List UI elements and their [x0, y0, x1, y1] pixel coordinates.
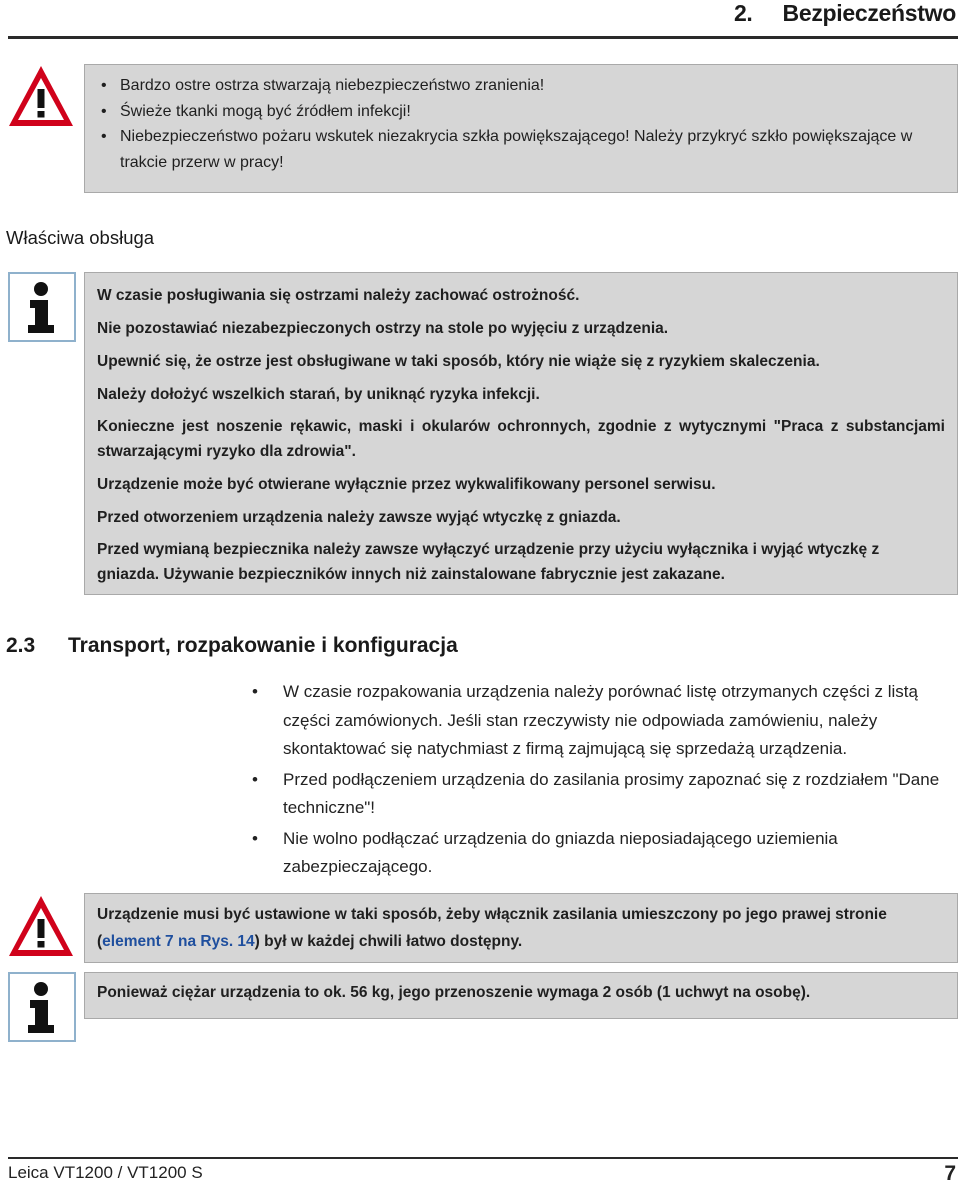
chapter-number: 2.: [733, 0, 753, 26]
info-text: Ponieważ ciężar urządzenia to ok. 56 kg, jego przenoszenie wymaga 2 osób (1 uchwyt na osobę).: [97, 984, 811, 1001]
chapter-header: [734, 0, 956, 27]
warning-box-2: [84, 893, 958, 963]
figure-reference-link[interactable]: element 7 na Rys. 14: [102, 933, 255, 950]
section-list: [252, 678, 958, 884]
info-icon: [8, 272, 76, 342]
info-paragraph: Przed otworzeniem urządzenia należy zawsze wyjąć wtyczkę z gniazda.: [97, 509, 621, 526]
section-title: Transport, rozpakowanie i konfiguracja: [68, 634, 458, 657]
footer-product: Leica VT1200 / VT1200 S: [8, 1163, 203, 1182]
warning-triangle-icon: [6, 892, 76, 962]
info-paragraph: Konieczne jest noszenie rękawic, maski i okularów ochronnych, zgodnie z wytycznymi "Praca z substancjami stwarzającymi ryzyko dla zdrowia".: [97, 418, 945, 460]
footer-rule: [8, 1157, 958, 1159]
info-paragraph: Należy dołożyć wszelkich starań, by uniknąć ryzyka infekcji.: [97, 386, 540, 403]
list-item: • Nie wolno podłączać urządzenia do gniazda nieposiadającego uziemienia zabezpieczającego.: [252, 825, 958, 882]
list-item: • Bardzo ostre ostrza stwarzają niebezpieczeństwo zranienia!: [117, 73, 945, 99]
section-number: 2.3: [6, 634, 36, 657]
section-heading: [6, 634, 458, 658]
info-paragraph: Nie pozostawiać niezabezpieczonych ostrzy na stole po wyjęciu z urządzenia.: [97, 320, 669, 337]
chapter-title: Bezpieczeństwo: [782, 0, 956, 26]
warning-text: ) był w każdej chwili łatwo dostępny.: [254, 933, 523, 950]
list-item: • Przed podłączeniem urządzenia do zasilania prosimy zapoznać się z rozdziałem "Dane techniczne"!: [252, 766, 958, 823]
info-paragraph: W czasie posługiwania się ostrzami należy zachować ostrożność.: [97, 287, 580, 304]
header-rule: [8, 36, 958, 39]
warning-list: [113, 73, 945, 175]
info-paragraph: Upewnić się, że ostrze jest obsługiwane w taki sposób, który nie wiąże się z ryzykiem skaleczenia.: [97, 353, 820, 370]
warning-box-1: [84, 64, 958, 193]
list-item: • W czasie rozpakowania urządzenia należy porównać listę otrzymanych części z listą części zamówionych. Jeśli stan rzeczywisty nie odpowiada zamówieniu, należy skontaktować się natychmiast z firmą zajmującą się sprzedażą urządzenia.: [252, 678, 958, 764]
info-box-2: [84, 972, 958, 1019]
list-item: • Świeże tkanki mogą być źródłem infekcji!: [117, 99, 945, 125]
warning-triangle-icon: [6, 62, 76, 132]
list-item: • Niebezpieczeństwo pożaru wskutek niezakrycia szkła powiększającego! Należy przykryć szkło powiększające w trakcie przerw w pracy!: [117, 124, 945, 175]
warning-text: Urządzenie musi być ustawione w taki sposób, żeby włącznik zasilania umieszczony po jego prawej stronie (: [97, 906, 887, 950]
info-box-1: [84, 272, 958, 595]
info-paragraph: Przed wymianą bezpiecznika należy zawsze wyłączyć urządzenie przy użyciu wyłącznika i wyjąć wtyczkę z gniazda. Używanie bezpieczników innych niż zainstalowane fabrycznie jest zakazane.: [97, 541, 880, 583]
info-icon: [8, 972, 76, 1042]
subsection-title: Właściwa obsługa: [6, 227, 155, 248]
page-number: 7: [944, 1162, 956, 1185]
info-paragraph: Urządzenie może być otwierane wyłącznie przez wykwalifikowany personel serwisu.: [97, 476, 716, 493]
